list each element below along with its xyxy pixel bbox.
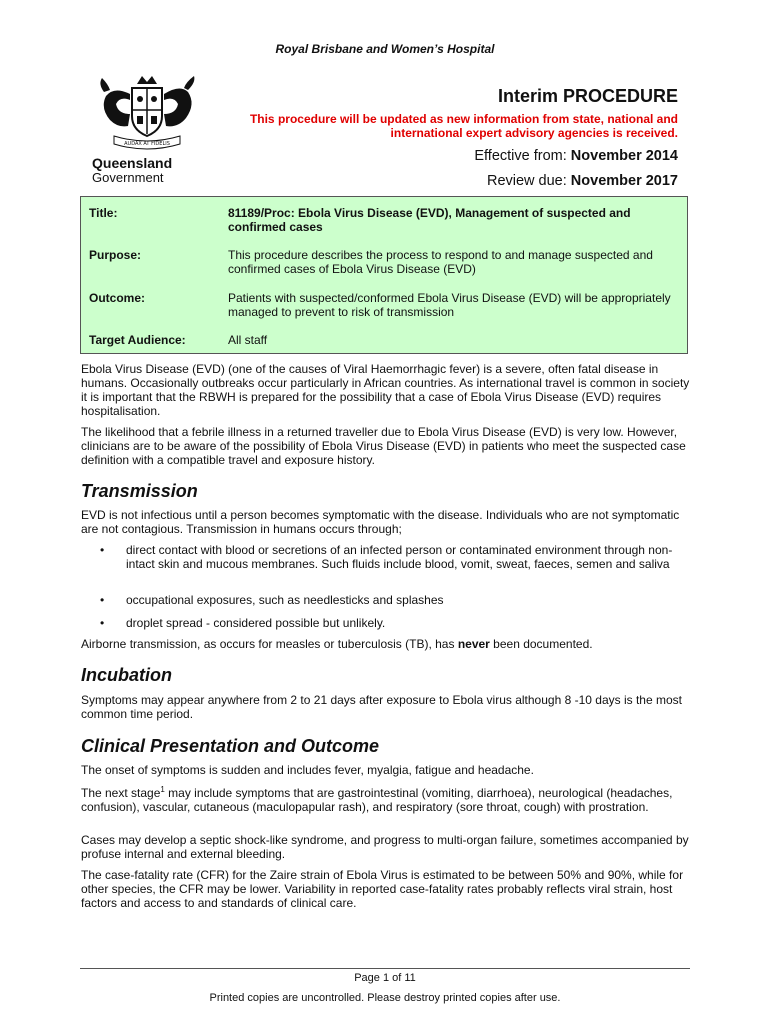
title-value: 81189/Proc: Ebola Virus Disease (EVD), Management of suspected and confirmed cases [228,206,631,234]
incubation-paragraph: Symptoms may appear anywhere from 2 to 21 days after exposure to Ebola virus although 8 -10 days is the most common time period. [81,693,682,721]
title-label: Title: [89,206,118,220]
purpose-label: Purpose: [89,248,142,262]
document-type: Interim PROCEDURE [497,86,678,106]
summary-table [80,196,688,354]
logo-line1: Queensland [92,155,173,171]
review-label: Review due: [486,173,571,189]
clinical-p2-pre: The next stage [81,786,161,800]
review-value: November 2017 [570,173,678,189]
purpose-value: This procedure describes the process to respond to and manage suspected and confirmed cases of Ebola Virus Disease (EVD) [228,248,653,276]
hospital-name: Royal Brisbane and Women’s Hospital [275,42,495,56]
intro-paragraph-2: The likelihood that a febrile illness in a returned traveller due to Ebola Virus Disease (EVD) is very low. However, clinicians are to be aware of the possibility of Ebola Virus Disease (EVD) in patients who meet the suspected case definition with a compatible travel and exposure history. [81,425,686,467]
bullet-icon: • [100,593,105,607]
clinical-paragraph-3: Cases may develop a septic shock-like syndrome, and progress to multi-organ failure, sometimes accompanied by profuse internal and external bleeding. [81,833,689,861]
airborne-text-bold: never [457,637,490,651]
transmission-bullet-2: occupational exposures, such as needlesticks and splashes [126,593,444,607]
transmission-heading: Transmission [81,481,198,501]
airborne-text-post: been documented. [489,637,593,651]
effective-label: Effective from: [474,148,571,164]
effective-date [474,148,678,164]
footer-divider [80,968,690,969]
queensland-government-logo [92,74,202,186]
clinical-paragraph-2 [81,783,691,814]
bullet-icon: • [100,616,105,630]
update-notice: This procedure will be updated as new information from state, national and international expert advisory agencies is received. [249,112,678,140]
airborne-text-pre: Airborne transmission, as occurs for measles or tuberculosis (TB), has [81,637,458,651]
clinical-p2-post: may include symptoms that are gastrointestinal (vomiting, diarrhoea), neurological (headaches, confusion), vascular, cutaneous (maculopapular rash), and respiratory (sore throat, cough) with prostration. [81,786,673,814]
footnote-ref: 1 [160,785,165,794]
clinical-paragraph-1: The onset of symptoms is sudden and includes fever, myalgia, fatigue and headache. [81,763,534,777]
transmission-paragraph: EVD is not infectious until a person becomes symptomatic with the disease. Individuals who are not symptomatic are not contagious. Transmission in humans occurs through; [81,508,680,536]
outcome-label: Outcome: [89,291,146,305]
logo-line2: Government [92,170,164,185]
intro-paragraph-1: Ebola Virus Disease (EVD) (one of the causes of Viral Haemorrhagic fever) is a severe, often fatal disease in humans. Occasionally outbreaks occur particularly in African countries. As international travel is common in society it is important that the RBWH is prepared for the possibility that a case of Ebola Virus Disease (EVD) requires hospitalisation. [81,362,690,418]
bullet-icon: • [100,543,105,557]
clinical-paragraph-4: The case-fatality rate (CFR) for the Zaire strain of Ebola Virus is estimated to be between 50% and 90%, while for other species, the CFR may be lower. Variability in reported case-fatality rates probably reflects viral strain, host factors and access to and standards of clinical care. [81,868,684,910]
clinical-heading: Clinical Presentation and Outcome [81,736,380,756]
print-disclaimer: Printed copies are uncontrolled. Please destroy printed copies after use. [209,992,561,1004]
page-number: Page 1 of 11 [354,972,416,984]
svg-text:AUDAX AT FIDELIS: AUDAX AT FIDELIS [124,141,170,147]
transmission-bullet-1: direct contact with blood or secretions of an infected person or contaminated environment through non-intact skin and mucous membranes. Such fluids include blood, vomit, sweat, faeces, semen and saliva [126,543,673,571]
transmission-bullet-3: droplet spread - considered possible but unlikely. [126,616,386,630]
effective-value: November 2014 [570,148,678,164]
audience-label: Target Audience: [89,333,186,347]
outcome-value: Patients with suspected/conformed Ebola Virus Disease (EVD) will be appropriately managed to prevent to risk of transmission [228,291,671,319]
audience-value: All staff [228,333,268,347]
review-date [487,173,678,189]
coat-of-arms-icon [92,74,202,154]
airborne-paragraph [81,637,691,651]
incubation-heading: Incubation [81,665,172,685]
